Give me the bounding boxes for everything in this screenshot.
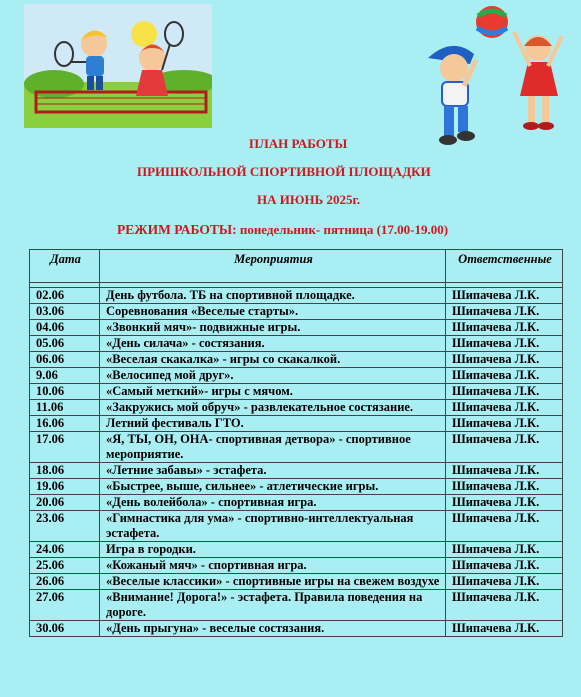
table-row [30,542,563,558]
children-tennis-illustration [24,4,212,128]
cell-date: 27.06 [30,590,100,621]
title-line-2: ПРИШКОЛЬНОЙ СПОРТИВНОЙ ПЛОЩАДКИ [137,164,431,179]
cell-event: «Быстрее, выше, сильнее» - атлетические игры. [100,479,446,495]
cell-date: 18.06 [30,463,100,479]
cell-responsible: Шипачева Л.К. [446,304,563,320]
table-row [30,511,563,542]
cell-date: 30.06 [30,621,100,637]
title-line-3: НА ИЮНЬ 2025г. [257,192,361,207]
cell-date: 04.06 [30,320,100,336]
cell-responsible: Шипачева Л.К. [446,511,563,542]
cell-date: 26.06 [30,574,100,590]
table-row [30,288,563,304]
cell-responsible: Шипачева Л.К. [446,479,563,495]
table-row [30,336,563,352]
cell-event: Игра в городки. [100,542,446,558]
cell-event: «Внимание! Дорога!» - эстафета. Правила поведения на дороге. [100,590,446,621]
cell-event: «Звонкий мяч»- подвижные игры. [100,320,446,336]
cell-responsible: Шипачева Л.К. [446,320,563,336]
cell-date: 9.06 [30,368,100,384]
cell-event: «День силача» - состязания. [100,336,446,352]
plan-table [29,249,563,637]
cell-event: День футбола. ТБ на спортивной площадке. [100,288,446,304]
cell-date: 02.06 [30,288,100,304]
cell-date: 10.06 [30,384,100,400]
table-row [30,416,563,432]
cell-date: 19.06 [30,479,100,495]
table-row [30,432,563,463]
table-row [30,400,563,416]
cell-responsible: Шипачева Л.К. [446,558,563,574]
cell-event: «День волейбола» - спортивная игра. [100,495,446,511]
cell-date: 06.06 [30,352,100,368]
cell-event: «Гимнастика для ума» - спортивно-интеллектуальная эстафета. [100,511,446,542]
cell-event: «День прыгуна» - веселые состязания. [100,621,446,637]
cell-date: 24.06 [30,542,100,558]
work-mode-value: понедельник- пятница (17.00-19.00) [236,222,449,237]
cell-responsible: Шипачева Л.К. [446,352,563,368]
header [0,0,581,250]
cell-responsible: Шипачева Л.К. [446,621,563,637]
children-ball-illustration [422,2,574,152]
cell-date: 05.06 [30,336,100,352]
cell-date: 20.06 [30,495,100,511]
cell-responsible: Шипачева Л.К. [446,416,563,432]
header-date: Дата [30,250,100,283]
cell-event: «Летние забавы» - эстафета. [100,463,446,479]
cell-event: Летний фестиваль ГТО. [100,416,446,432]
cell-responsible: Шипачева Л.К. [446,288,563,304]
table-row [30,304,563,320]
cell-date: 11.06 [30,400,100,416]
cell-responsible: Шипачева Л.К. [446,463,563,479]
plan-table-body [30,283,563,637]
cell-responsible: Шипачева Л.К. [446,336,563,352]
cell-event: «Велосипед мой друг». [100,368,446,384]
cell-event: Соревнования «Веселые старты». [100,304,446,320]
cell-event: «Самый меткий»- игры с мячом. [100,384,446,400]
cell-responsible: Шипачева Л.К. [446,590,563,621]
cell-date: 16.06 [30,416,100,432]
cell-responsible: Шипачева Л.К. [446,400,563,416]
table-row [30,320,563,336]
work-mode-label: РЕЖИМ РАБОТЫ: [117,222,237,237]
table-header-row [30,250,563,283]
table-row [30,368,563,384]
cell-responsible: Шипачева Л.К. [446,542,563,558]
table-row [30,495,563,511]
cell-event: «Веселая скакалка» - игры со скакалкой. [100,352,446,368]
table-row [30,463,563,479]
cell-event: «Я, ТЫ, ОН, ОНА- спортивная детвора» - спортивное мероприятие. [100,432,446,463]
header-responsible: Ответственные [446,250,563,283]
table-row [30,558,563,574]
table-row [30,590,563,621]
table-row [30,352,563,368]
title-line-1: ПЛАН РАБОТЫ [249,136,348,151]
header-events: Мероприятия [100,250,446,283]
cell-responsible: Шипачева Л.К. [446,495,563,511]
cell-date: 23.06 [30,511,100,542]
cell-responsible: Шипачева Л.К. [446,574,563,590]
table-row [30,574,563,590]
cell-responsible: Шипачева Л.К. [446,368,563,384]
cell-event: «Закружись мой обруч» - развлекательное состязание. [100,400,446,416]
cell-event: «Кожаный мяч» - спортивная игра. [100,558,446,574]
cell-responsible: Шипачева Л.К. [446,384,563,400]
cell-responsible: Шипачева Л.К. [446,432,563,463]
work-mode-line [117,222,448,238]
cell-event: «Веселые классики» - спортивные игры на свежем воздухе [100,574,446,590]
cell-date: 25.06 [30,558,100,574]
cell-date: 03.06 [30,304,100,320]
table-row [30,384,563,400]
table-row [30,621,563,637]
table-row [30,479,563,495]
cell-date: 17.06 [30,432,100,463]
